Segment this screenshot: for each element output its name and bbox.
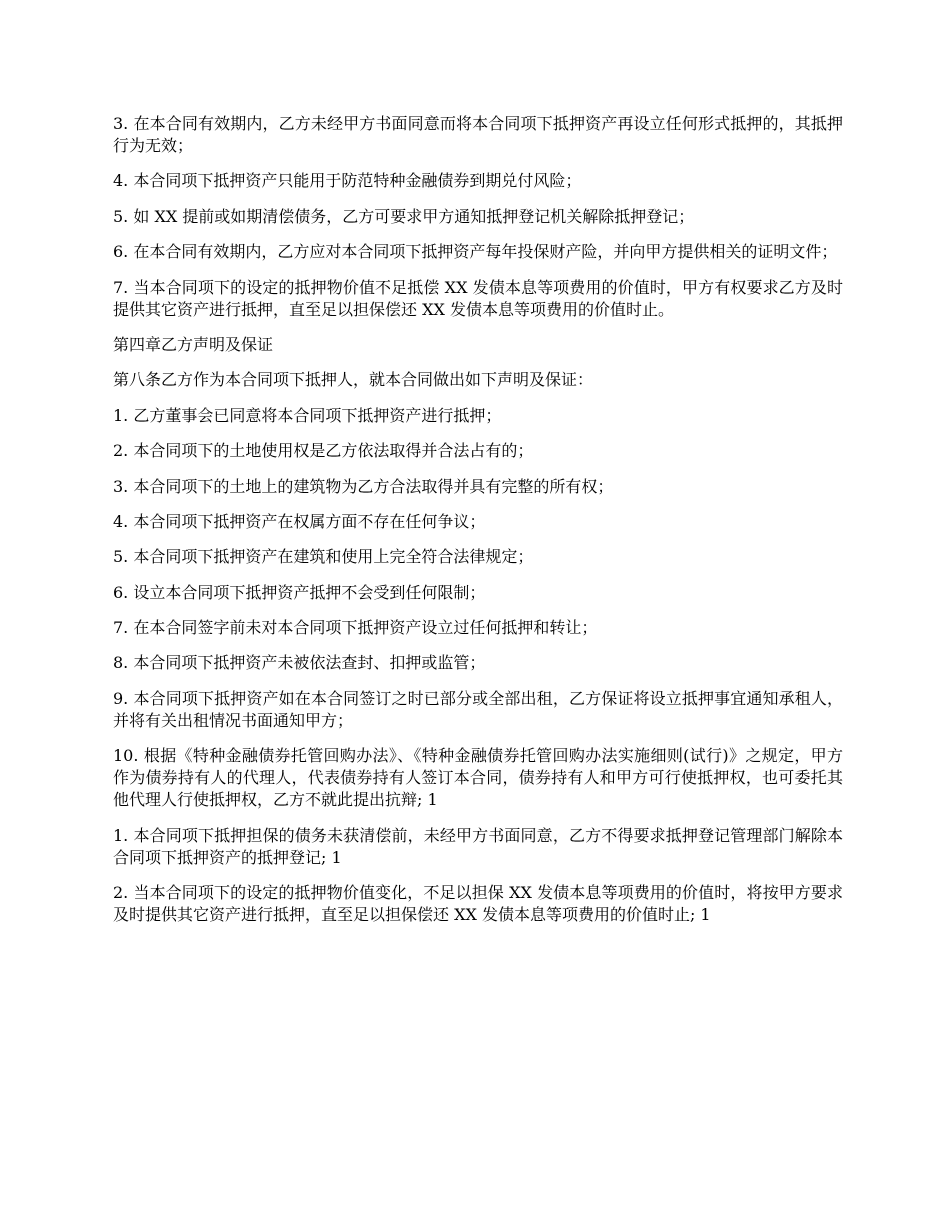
- paragraph-warranty-1: 1. 乙方董事会已同意将本合同项下抵押资产进行抵押；: [113, 405, 502, 425]
- paragraph-clause-4-risk-use: 4. 本合同项下抵押资产只能用于防范特种金融债券到期兑付风险；: [113, 171, 582, 191]
- paragraph-warranty-4: 4. 本合同项下抵押资产在权属方面不存在任何争议；: [113, 511, 486, 531]
- paragraph-warranty-7: 7. 在本合同签字前未对本合同项下抵押资产设立过任何抵押和转让；: [113, 618, 598, 638]
- paragraph-warranty-9: 9. 本合同项下抵押资产如在本合同签订之时已部分或全部出租，乙方保证将设立抵押事宜通知承租人，并将有关出租情况书面通知甲方；: [113, 688, 843, 730]
- paragraph-warranty-2: 2. 本合同项下的土地使用权是乙方依法取得并合法占有的；: [113, 441, 534, 461]
- article-heading: 第八条乙方作为本合同项下抵押人，就本合同做出如下声明及保证：: [113, 370, 594, 390]
- paragraph-warranty-3: 3. 本合同项下的土地上的建筑物为乙方合法取得并具有完整的所有权；: [113, 476, 614, 496]
- paragraph-commitment-2: 2. 当本合同项下的设定的抵押物价值变化，不足以担保 XX 发债本息等项费用的价值时，将按甲方要求及时提供其它资产进行抵押，直至足以担保偿还 XX 发债本息等项费用的价值时止; 1: [113, 883, 843, 925]
- paragraph-warranty-6: 6. 设立本合同项下抵押资产抵押不会受到任何限制；: [113, 582, 486, 602]
- paragraph-warranty-8: 8. 本合同项下抵押资产未被依法查封、扣押或监管；: [113, 653, 486, 673]
- paragraph-clause-3-invalid-remortgage: 3. 在本合同有效期内，乙方未经甲方书面同意而将本合同项下抵押资产再设立任何形式抵押的，其抵押行为无效；: [113, 114, 843, 155]
- paragraph-clause-7-additional-collateral: 7. 当本合同项下的设定的抵押物价值不足抵偿 XX 发债本息等项费用的价值时，甲方有权要求乙方及时提供其它资产进行抵押，直至足以担保偿还 XX 发债本息等项费用的价值时止。: [113, 277, 843, 319]
- paragraph-clause-6-insurance: 6. 在本合同有效期内，乙方应对本合同项下抵押资产每年投保财产险，并向甲方提供相关的证明文件；: [113, 242, 838, 262]
- document-page: [113, 113, 843, 939]
- paragraph-warranty-10: 10. 根据《特种金融债券托管回购办法》、《特种金融债券托管回购办法实施细则(试行)》之规定，甲方作为债券持有人的代理人，代表债券持有人签订本合同，债券持有人和甲方可行使抵押权，也可委托其他代理人行使抵押权，乙方不就此提出抗辩; 1: [113, 746, 843, 810]
- paragraph-commitment-1: 1. 本合同项下抵押担保的债务未获清偿前，未经甲方书面同意，乙方不得要求抵押登记管理部门解除本合同项下抵押资产的抵押登记; 1: [113, 825, 843, 867]
- chapter-heading: 第四章乙方声明及保证: [113, 334, 274, 354]
- paragraph-warranty-5: 5. 本合同项下抵押资产在建筑和使用上完全符合法律规定；: [113, 547, 534, 567]
- paragraph-clause-5-release: 5. 如 XX 提前或如期清偿债务，乙方可要求甲方通知抵押登记机关解除抵押登记；: [113, 206, 695, 226]
